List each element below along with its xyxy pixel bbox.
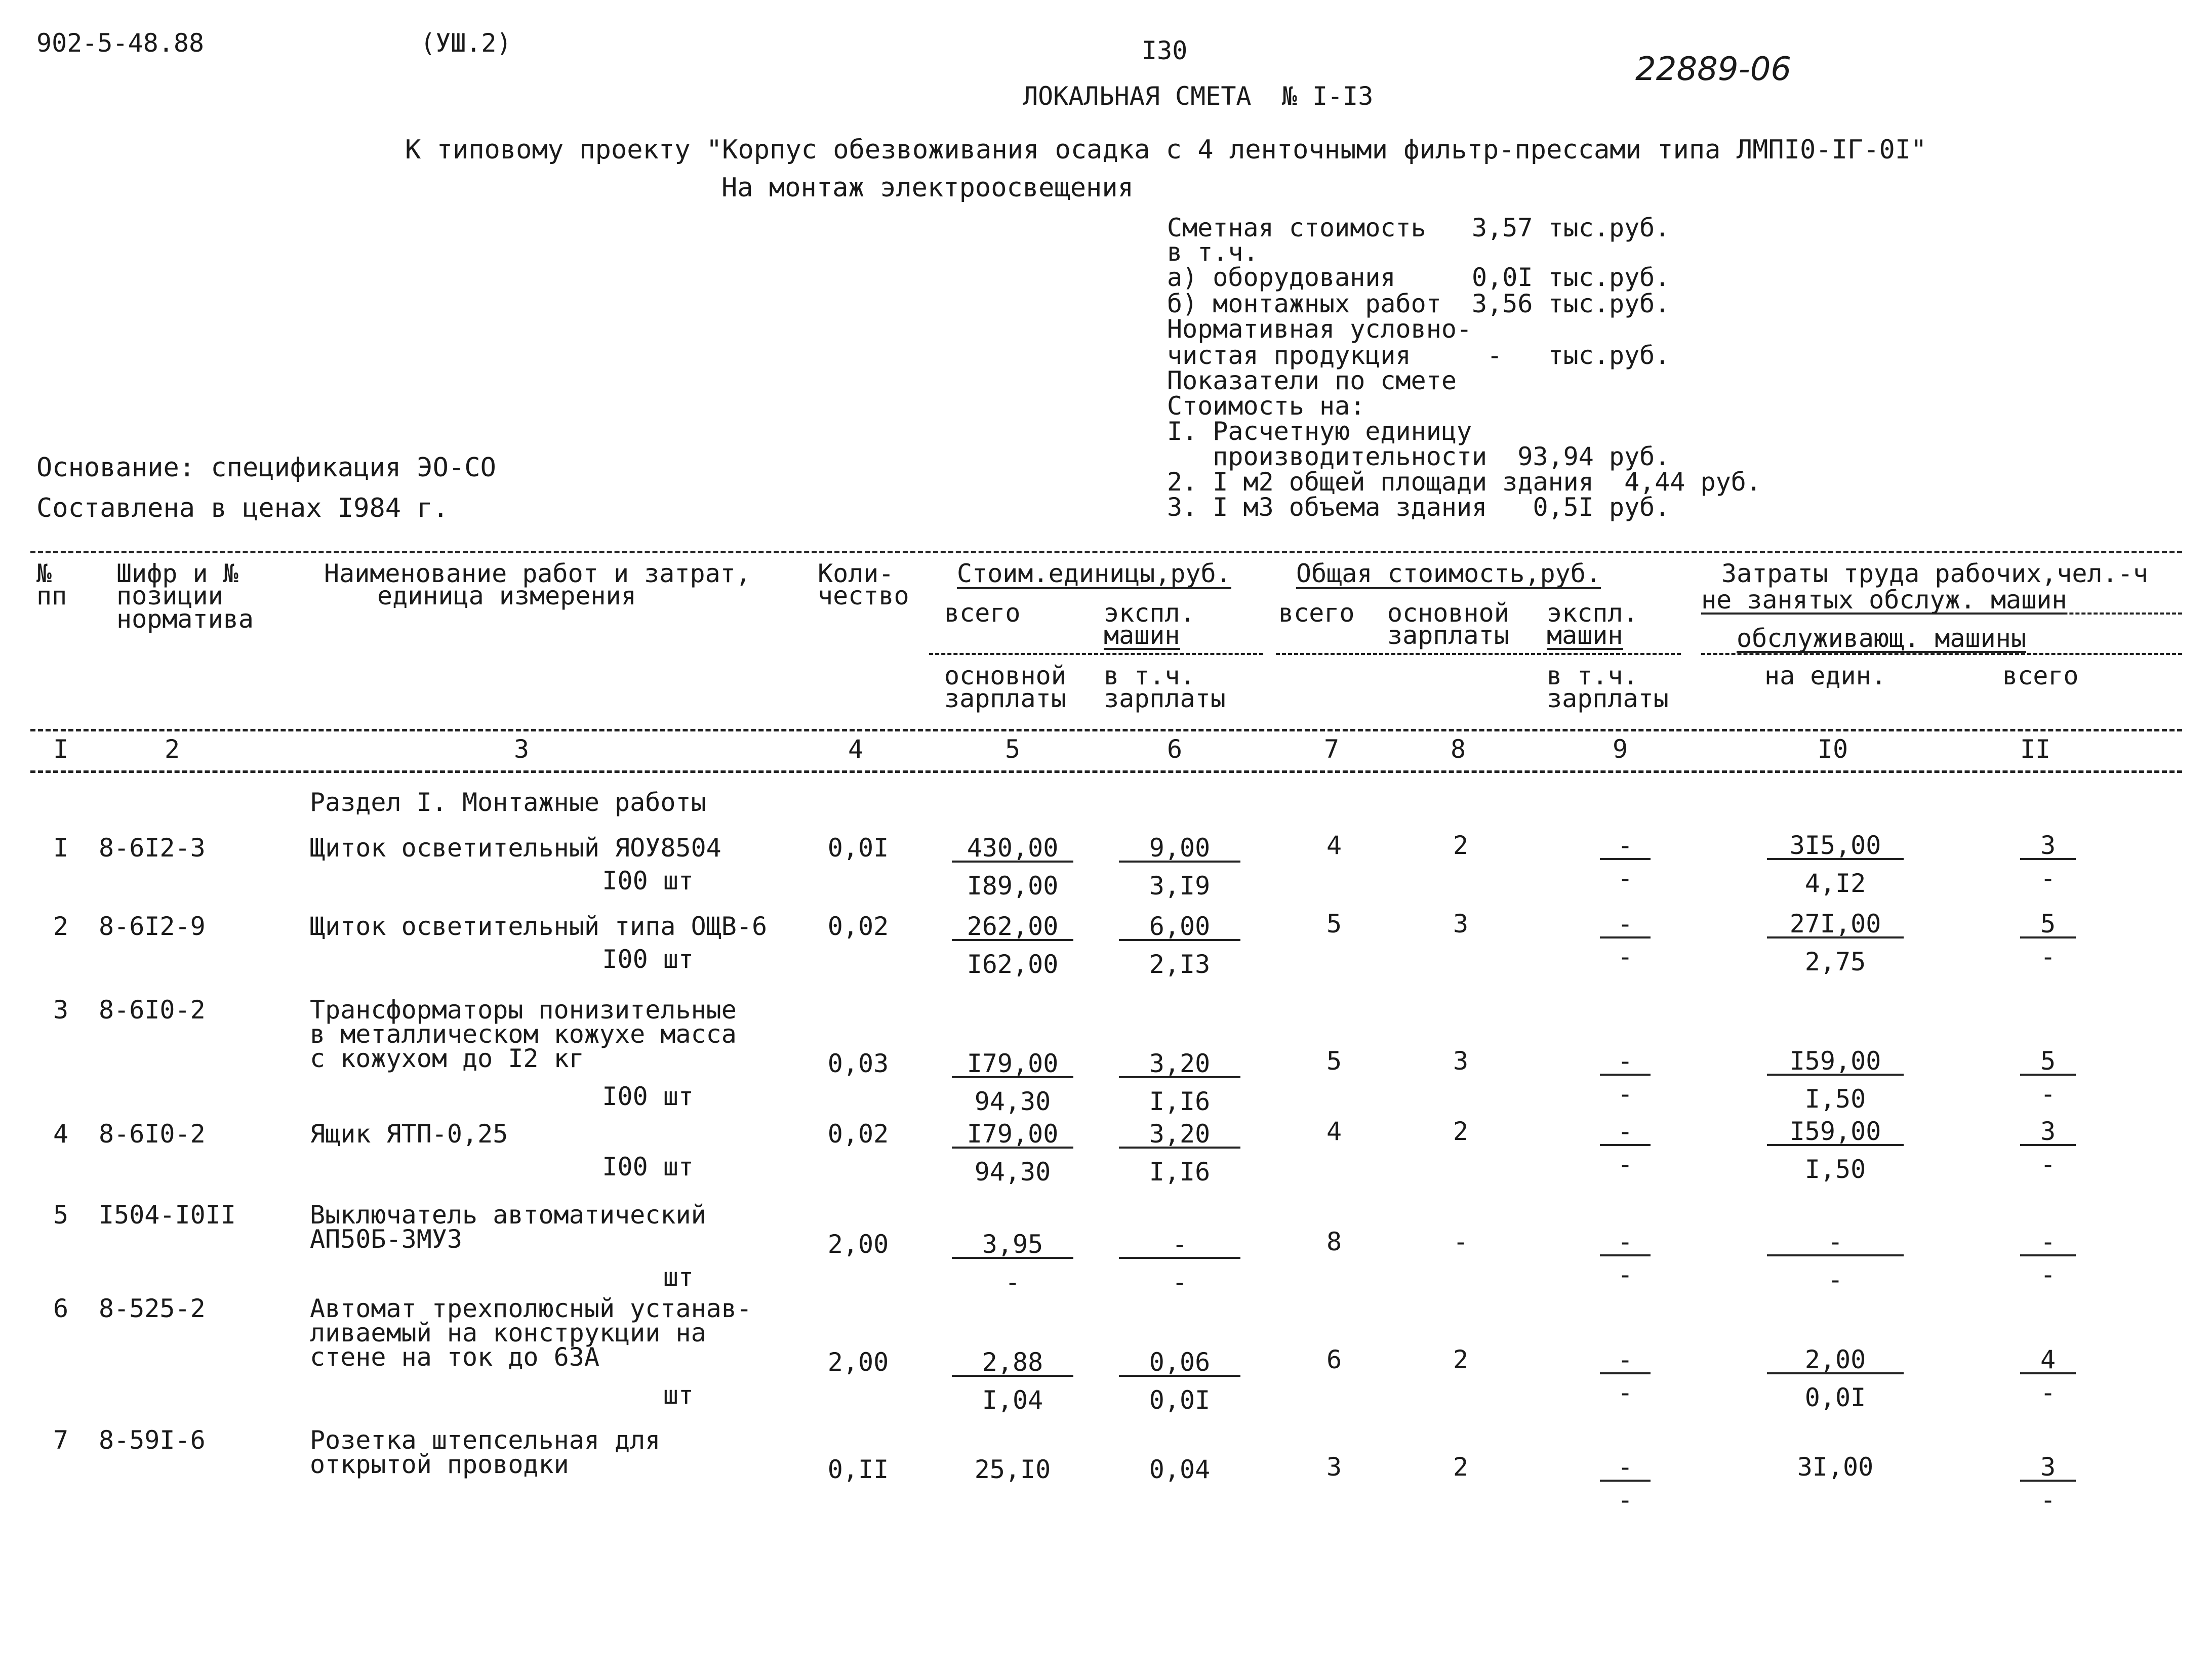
unit-cost-total: 25,I0 (974, 1455, 1051, 1484)
total-wages: 2 (1453, 831, 1469, 860)
unit-cost-wages: I89,00 (967, 871, 1059, 901)
basis-price-year: Составлена в ценах I984 г. (36, 493, 449, 523)
document-title: ЛОКАЛЬНАЯ СМЕТА № I-I3 (1023, 81, 1374, 111)
work-name: Щиток осветительный ЯОУ8504 (310, 833, 721, 863)
work-name: Розетка штепсельная для (310, 1425, 661, 1455)
unit-cost-total: 3,95 (952, 1232, 1073, 1259)
column-number: 4 (848, 734, 864, 764)
col-group-labor-servicing: обслуживающ. машины (1737, 624, 2026, 653)
unit-of-measure: шт (663, 1262, 694, 1292)
total-machines: - (1600, 1119, 1651, 1146)
labor-total-servicing: - (2040, 942, 2056, 971)
work-type-subtitle: На монтаж электроосвещения (721, 173, 1134, 203)
labor-total-servicing: - (2040, 1150, 2056, 1179)
col-header-quantity: Коли- (818, 559, 894, 588)
total-cost: 6 (1326, 1345, 1342, 1374)
col-header-total-wages: основной (1387, 598, 1509, 628)
unit-machine-wages: I,I6 (1149, 1087, 1211, 1116)
unit-machine-wages: 3,I9 (1149, 871, 1211, 901)
labor-total-servicing: - (2040, 1485, 2056, 1515)
row-number: 7 (53, 1425, 69, 1455)
labor-per-unit: 3I5,00 (1767, 833, 1904, 860)
total-machine-wages: - (1617, 1378, 1633, 1407)
total-wages: 2 (1453, 1345, 1469, 1374)
norm-code: I504-I0II (99, 1200, 236, 1230)
column-number: I (53, 734, 69, 764)
col-header-total-machines: машин (1547, 621, 1623, 650)
work-name: Щиток осветительный типа ОЩВ-6 (310, 912, 768, 941)
unit-of-measure: I00 шт (602, 1152, 694, 1181)
project-subtitle: К типовому проекту "Корпус обезвоживания осадка с 4 ленточными фильтр-прессами типа ЛМПI0-IГ-0I" (405, 135, 1927, 165)
work-name: Автомат трехполюсный устанав- (310, 1294, 752, 1323)
labor-total-servicing: - (2040, 1378, 2056, 1407)
total-machines: - (1600, 1454, 1651, 1482)
norm-code: 8-59I-6 (99, 1425, 206, 1455)
basis-specification: Основание: спецификация ЭО-СО (36, 453, 496, 483)
col-group-labor-not-servicing: не занятых обслуж. машин (1701, 585, 2067, 615)
col-header-unit-machines: машин (1104, 621, 1180, 650)
row-number: I (53, 833, 69, 863)
labor-total-servicing: - (2040, 864, 2056, 893)
quantity: 0,03 (827, 1049, 889, 1078)
work-name: АП50Б-3МУ3 (310, 1224, 463, 1254)
labor-per-unit-servicing: I,50 (1804, 1084, 1866, 1114)
labor-per-unit: - (1767, 1229, 1904, 1256)
document-code: 902-5-48.88 (36, 28, 205, 58)
unit-machine-wages: - (1172, 1268, 1188, 1297)
unit-of-measure: I00 шт (602, 1082, 694, 1111)
total-machine-wages: - (1617, 1485, 1633, 1515)
col-group-unit-cost: Стоим.единицы,руб. (957, 559, 1231, 588)
summary-line: Сметная стоимость 3,57 тыс.руб. (1167, 213, 1670, 242)
work-name: стене на ток до 63А (310, 1342, 599, 1372)
labor-per-unit-servicing: 4,I2 (1804, 869, 1866, 898)
unit-cost-machines: - (1119, 1232, 1240, 1259)
col-group-divider (1701, 613, 2182, 615)
unit-cost-total: 262,00 (952, 914, 1073, 941)
labor-total-servicing: - (2040, 1260, 2056, 1289)
unit-cost-machines: 0,06 (1119, 1350, 1240, 1377)
total-wages: 3 (1453, 1046, 1469, 1076)
work-name: Выключатель автоматический (310, 1200, 706, 1230)
numbers-bottom-rule (30, 770, 2182, 773)
unit-cost-machines: 3,20 (1119, 1121, 1240, 1149)
labor-per-unit: 3I,00 (1797, 1452, 1874, 1482)
section-title: Раздел I. Монтажные работы (310, 788, 706, 817)
col-header-code: позиции (116, 581, 223, 610)
total-machines: - (1600, 911, 1651, 938)
total-machines: - (1600, 1229, 1651, 1256)
col-header-total-machine-wages: в т.ч. (1547, 661, 1638, 690)
summary-line: в т.ч. (1167, 237, 1259, 267)
column-number: 6 (1167, 734, 1183, 764)
quantity: 0,II (827, 1455, 889, 1484)
col-header-code: норматива (116, 604, 254, 634)
total-cost: 3 (1326, 1452, 1342, 1482)
column-number: 9 (1612, 734, 1628, 764)
total-wages: - (1453, 1227, 1469, 1256)
unit-cost-wages: - (1004, 1268, 1021, 1297)
row-number: 6 (53, 1294, 69, 1323)
page-number: I30 (1142, 36, 1188, 65)
col-header-unit-wages: основной (944, 661, 1066, 690)
col-header-unit-total: всего (944, 598, 1021, 628)
col-header-total-machines: экспл. (1547, 598, 1638, 628)
norm-code: 8-6I0-2 (99, 995, 206, 1025)
norm-code: 8-525-2 (99, 1294, 206, 1323)
unit-cost-machines: 9,00 (1119, 835, 1240, 863)
col-header-code: Шифр и № (116, 559, 238, 588)
col-header-labor-per-unit: на един. (1764, 661, 1886, 690)
labor-per-unit-servicing: I,50 (1804, 1155, 1866, 1184)
work-name: с кожухом до I2 кг (310, 1044, 584, 1073)
row-number: 4 (53, 1119, 69, 1149)
labor-per-unit: 27I,00 (1767, 911, 1904, 938)
unit-cost-machines: 0,04 (1149, 1455, 1211, 1484)
column-number: 8 (1450, 734, 1466, 764)
col-header-number: пп (36, 581, 67, 610)
col-header-number: № (36, 559, 52, 588)
summary-line: Показатели по смете (1167, 366, 1457, 395)
summary-line: а) оборудования 0,0I тыс.руб. (1167, 263, 1670, 292)
unit-cost-wages: I62,00 (967, 950, 1059, 979)
col-group-total-cost: Общая стоимость,руб. (1296, 559, 1601, 588)
unit-cost-total: 430,00 (952, 835, 1073, 863)
table-top-rule (30, 551, 2182, 553)
quantity: 0,0I (827, 833, 889, 863)
unit-of-measure: шт (663, 1380, 694, 1410)
col-header-name: единица измерения (377, 581, 636, 610)
quantity: 2,00 (827, 1348, 889, 1377)
column-number: 7 (1323, 734, 1340, 764)
labor-total: 3 (2020, 1454, 2076, 1482)
total-cost: 8 (1326, 1227, 1342, 1256)
summary-line: 3. I м3 объема здания 0,5I руб. (1167, 493, 1670, 522)
total-cost: 4 (1326, 1117, 1342, 1146)
unit-cost-wages: 94,30 (974, 1087, 1051, 1116)
total-machines: - (1600, 833, 1651, 860)
unit-cost-wages: 94,30 (974, 1157, 1051, 1187)
column-number: I0 (1817, 734, 1848, 764)
unit-of-measure: I00 шт (602, 945, 694, 974)
unit-machine-wages: I,I6 (1149, 1157, 1211, 1187)
work-name: Трансформаторы понизительные (310, 995, 737, 1025)
quantity: 0,02 (827, 1119, 889, 1149)
row-number: 5 (53, 1200, 69, 1230)
labor-total: 3 (2020, 1119, 2076, 1146)
total-machine-wages: - (1617, 1260, 1633, 1289)
work-name: Ящик ЯТП-0,25 (310, 1119, 508, 1149)
work-name: ливаемый на конструкции на (310, 1318, 706, 1348)
col-group-divider (929, 653, 1263, 655)
total-machine-wages: - (1617, 1079, 1633, 1109)
unit-cost-machines: 3,20 (1119, 1051, 1240, 1078)
col-header-name: Наименование работ и затрат, (324, 559, 751, 588)
row-number: 2 (53, 912, 69, 941)
summary-line: производительности 93,94 руб. (1167, 442, 1670, 471)
labor-per-unit-servicing: 0,0I (1804, 1383, 1866, 1412)
column-number: 2 (164, 734, 180, 764)
work-name: открытой проводки (310, 1450, 569, 1479)
quantity: 0,02 (827, 912, 889, 941)
labor-total: 5 (2020, 911, 2076, 938)
unit-cost-total: I79,00 (952, 1121, 1073, 1149)
col-header-unit-wages: зарплаты (944, 684, 1066, 713)
labor-total-servicing: - (2040, 1079, 2056, 1109)
col-header-quantity: чество (818, 581, 909, 610)
norm-code: 8-6I0-2 (99, 1119, 206, 1149)
row-number: 3 (53, 995, 69, 1025)
unit-machine-wages: 0,0I (1149, 1385, 1211, 1415)
total-wages: 2 (1453, 1117, 1469, 1146)
unit-cost-machines: 6,00 (1119, 914, 1240, 941)
labor-total: 3 (2020, 833, 2076, 860)
labor-total: - (2020, 1229, 2076, 1256)
col-header-unit-machine-wages: в т.ч. (1104, 661, 1195, 690)
total-wages: 2 (1453, 1452, 1469, 1482)
col-header-unit-machines: экспл. (1104, 598, 1195, 628)
col-header-unit-machine-wages: зарплаты (1104, 684, 1226, 713)
total-wages: 3 (1453, 909, 1469, 938)
total-machine-wages: - (1617, 1150, 1633, 1179)
col-header-total-wages: зарплаты (1387, 621, 1509, 650)
work-name: в металлическом кожухе масса (310, 1019, 737, 1049)
labor-per-unit: I59,00 (1767, 1119, 1904, 1146)
unit-of-measure: I00 шт (602, 866, 694, 895)
summary-line: 2. I м2 общей площади здания 4,44 руб. (1167, 467, 1761, 497)
col-header-total: всего (1278, 598, 1355, 628)
norm-code: 8-6I2-9 (99, 912, 206, 941)
col-group-labor: Затраты труда рабочих,чел.-ч (1721, 559, 2148, 588)
col-header-labor-total: всего (2002, 661, 2079, 690)
labor-total: 4 (2020, 1347, 2076, 1374)
total-cost: 4 (1326, 831, 1342, 860)
total-machine-wages: - (1617, 864, 1633, 893)
col-group-divider (1701, 653, 2182, 655)
unit-cost-total: I79,00 (952, 1051, 1073, 1078)
labor-total: 5 (2020, 1048, 2076, 1076)
summary-line: Нормативная условно- (1167, 314, 1472, 344)
quantity: 2,00 (827, 1230, 889, 1259)
album-number: (УШ.2) (420, 28, 512, 58)
col-header-total-machine-wages: зарплаты (1547, 684, 1669, 713)
column-number: II (2020, 734, 2051, 764)
norm-code: 8-6I2-3 (99, 833, 206, 863)
total-machines: - (1600, 1048, 1651, 1076)
labor-per-unit-servicing: - (1827, 1265, 1843, 1294)
column-number: 3 (513, 734, 530, 764)
unit-cost-wages: I,04 (982, 1385, 1043, 1415)
summary-line: I. Расчетную единицу (1167, 417, 1472, 446)
labor-per-unit: 2,00 (1767, 1347, 1904, 1374)
inventory-stamp: 22889-06 (1635, 51, 1792, 88)
labor-per-unit-servicing: 2,75 (1804, 947, 1866, 976)
total-machine-wages: - (1617, 942, 1633, 971)
labor-per-unit: I59,00 (1767, 1048, 1904, 1076)
unit-machine-wages: 2,I3 (1149, 950, 1211, 979)
header-bottom-rule (30, 729, 2182, 731)
total-cost: 5 (1326, 909, 1342, 938)
summary-line: б) монтажных работ 3,56 тыс.руб. (1167, 289, 1670, 318)
column-number: 5 (1004, 734, 1021, 764)
total-cost: 5 (1326, 1046, 1342, 1076)
total-machines: - (1600, 1347, 1651, 1374)
summary-line: чистая продукция - тыс.руб. (1167, 341, 1670, 370)
unit-cost-total: 2,88 (952, 1350, 1073, 1377)
summary-line: Стоимость на: (1167, 391, 1365, 421)
col-group-divider (1276, 653, 1681, 655)
